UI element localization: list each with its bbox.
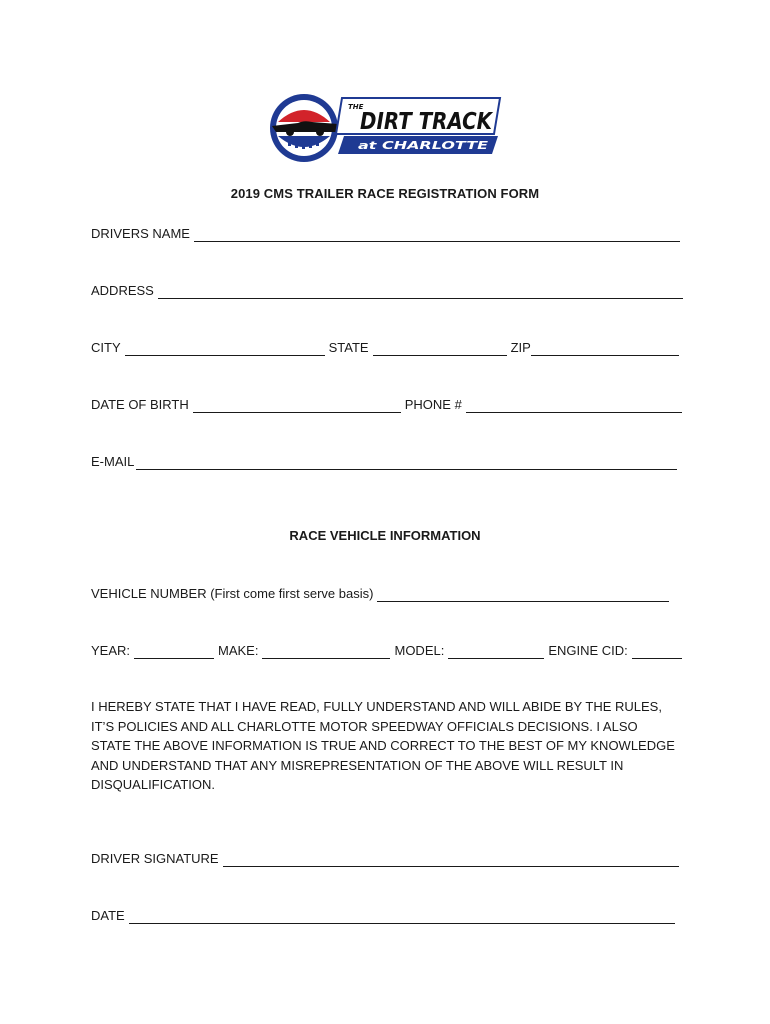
form-title: 2019 CMS TRAILER RACE REGISTRATION FORM: [230, 186, 540, 201]
signature-field[interactable]: [223, 852, 679, 867]
city-label: CITY: [91, 340, 121, 355]
dob-label: DATE OF BIRTH: [91, 397, 189, 412]
vehicle-number-row: [91, 584, 669, 602]
year-field[interactable]: [134, 644, 214, 659]
vehicle-number-field[interactable]: [377, 587, 669, 602]
make-label: MAKE:: [218, 643, 259, 658]
logo-text-small: THE: [348, 103, 364, 111]
signature-label: DRIVER SIGNATURE: [91, 851, 219, 866]
date-field[interactable]: [129, 909, 675, 924]
engine-cid-field[interactable]: [632, 644, 682, 659]
email-field[interactable]: [136, 455, 677, 470]
logo-emblem: [270, 94, 338, 162]
dirt-track-logo: [268, 92, 504, 164]
zip-label: ZIP: [510, 340, 531, 355]
drivers-name-field[interactable]: [194, 227, 680, 242]
logo-wordmark: [336, 98, 500, 154]
city-field[interactable]: [125, 341, 325, 356]
vehicle-details-row: [91, 641, 682, 659]
year-label: YEAR:: [91, 643, 131, 658]
zip-field[interactable]: [531, 341, 679, 356]
drivers-name-row: [91, 224, 680, 242]
vehicle-number-label: VEHICLE NUMBER (First come first serve basis): [91, 586, 374, 601]
model-label: MODEL:: [394, 643, 445, 658]
state-field[interactable]: [373, 341, 507, 356]
address-field[interactable]: [158, 284, 683, 299]
dob-field[interactable]: [193, 398, 401, 413]
city-state-zip-row: [91, 338, 679, 356]
address-row: [91, 281, 683, 299]
email-label: E-MAIL: [91, 454, 135, 469]
email-row: [91, 452, 677, 470]
date-label: DATE: [91, 908, 125, 923]
address-label: ADDRESS: [91, 283, 154, 298]
logo-text-sub: at CHARLOTTE: [358, 139, 489, 152]
engine-cid-label: ENGINE CID:: [548, 643, 628, 658]
phone-label: PHONE #: [404, 397, 462, 412]
phone-field[interactable]: [466, 398, 682, 413]
state-label: STATE: [328, 340, 369, 355]
logo-text-main: DIRT TRACK: [360, 109, 494, 135]
agreement-statement: I HEREBY STATE THAT I HAVE READ, FULLY UNDERSTAND AND WILL ABIDE BY THE RULES, IT’S POLICIES AND ALL CHARLOTTE MOTOR SPEEDWAY OFFICIALS DECISIONS. I ALSO STATE THE ABOVE INFORMATION IS TRUE AND CORRECT TO THE BEST OF MY KNOWLEDGE AND UNDERSTAND THAT ANY MISREPRESENTATION OF THE ABOVE WILL RESULT IN DISQUALIFICATION.: [91, 699, 675, 792]
drivers-name-label: DRIVERS NAME: [91, 226, 190, 241]
make-field[interactable]: [262, 644, 390, 659]
date-row: [91, 906, 675, 924]
vehicle-section-title: RACE VEHICLE INFORMATION: [289, 528, 481, 543]
dob-phone-row: [91, 395, 682, 413]
signature-row: [91, 849, 679, 867]
model-field[interactable]: [448, 644, 544, 659]
